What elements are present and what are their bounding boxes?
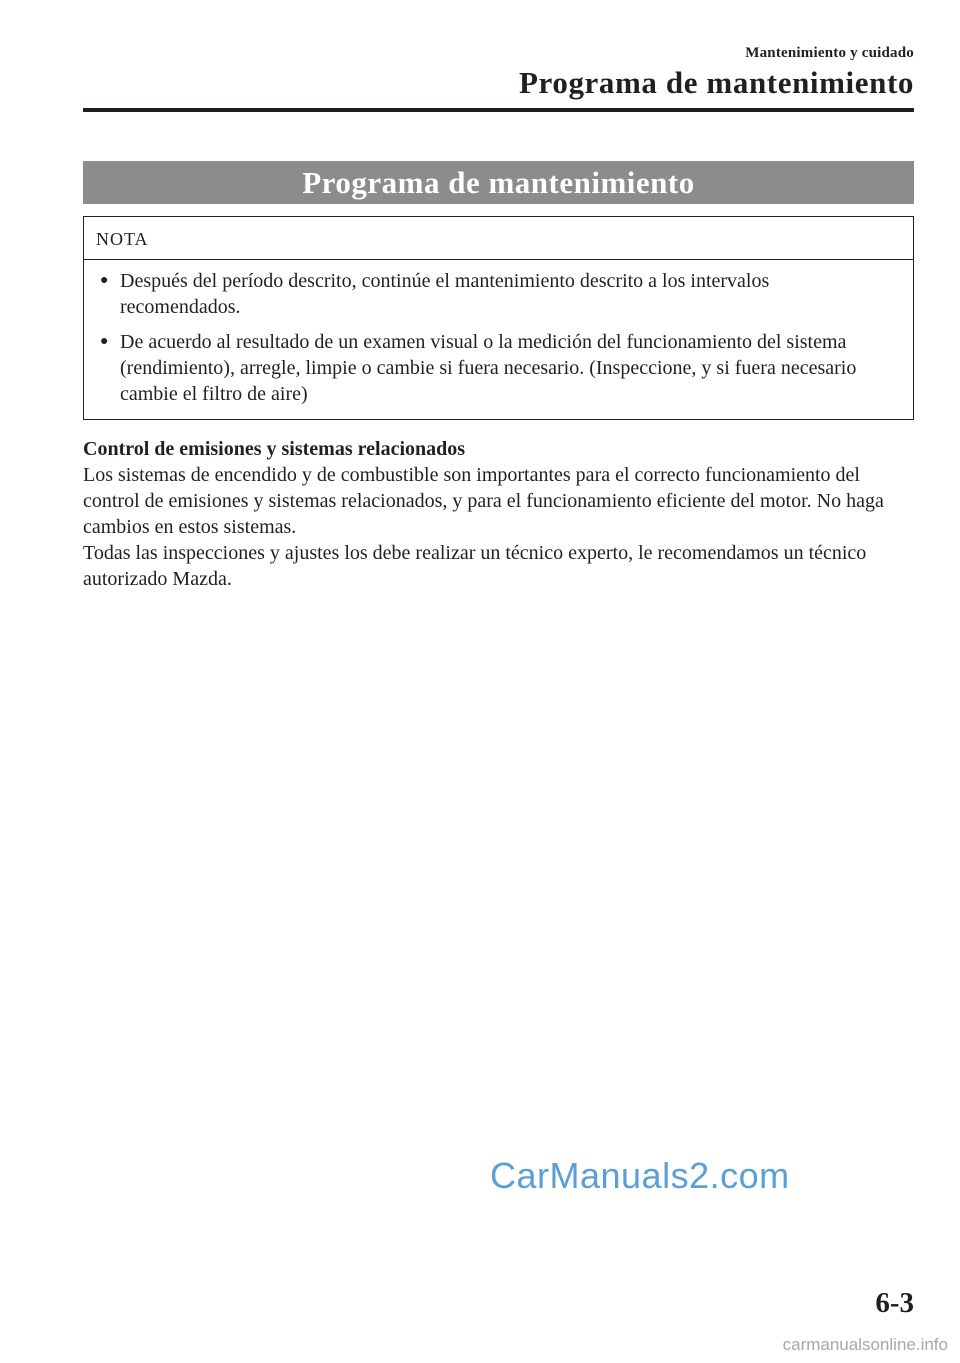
note-item-text: De acuerdo al resultado de un examen visual o la medición del funcionamiento del sistema (rendimiento), arregle, limpie o cambie si fuera necesario. (Inspeccione, y si fuera necesario cambie el filtro de aire)	[120, 331, 857, 405]
body-paragraph: Todas las inspecciones y ajustes los debe realizar un técnico experto, le recomendamos un técnico autorizado Mazda.	[83, 542, 867, 590]
running-header	[519, 44, 914, 101]
chapter-title: Mantenimiento y cuidado	[745, 45, 914, 61]
section-subheading: Control de emisiones y sistemas relacionados	[83, 438, 466, 460]
bullet-icon: ●	[100, 334, 109, 349]
note-label: NOTA	[84, 217, 913, 260]
note-item	[84, 329, 893, 407]
body-section	[83, 436, 914, 592]
header-rule	[83, 108, 914, 112]
note-box	[83, 216, 914, 420]
bullet-icon: ●	[100, 273, 109, 288]
watermark-logo: CarManuals2.com	[490, 1155, 790, 1196]
note-item	[84, 268, 893, 320]
footer-watermark: carmanualsonline.info	[782, 1335, 948, 1354]
body-paragraph: Los sistemas de encendido y de combustible son importantes para el correcto funcionamiento del control de emisiones y sistemas relacionados, y para el funcionamiento eficiente del motor. No haga cambios en estos sistemas.	[83, 464, 884, 538]
page-title: Programa de mantenimiento	[83, 161, 914, 204]
note-item-text: Después del período descrito, continúe el mantenimiento descrito a los intervalos recomendados.	[120, 270, 770, 318]
note-list	[84, 260, 913, 419]
page-number: 6-3	[875, 1287, 914, 1319]
section-title: Programa de mantenimiento	[519, 65, 914, 100]
